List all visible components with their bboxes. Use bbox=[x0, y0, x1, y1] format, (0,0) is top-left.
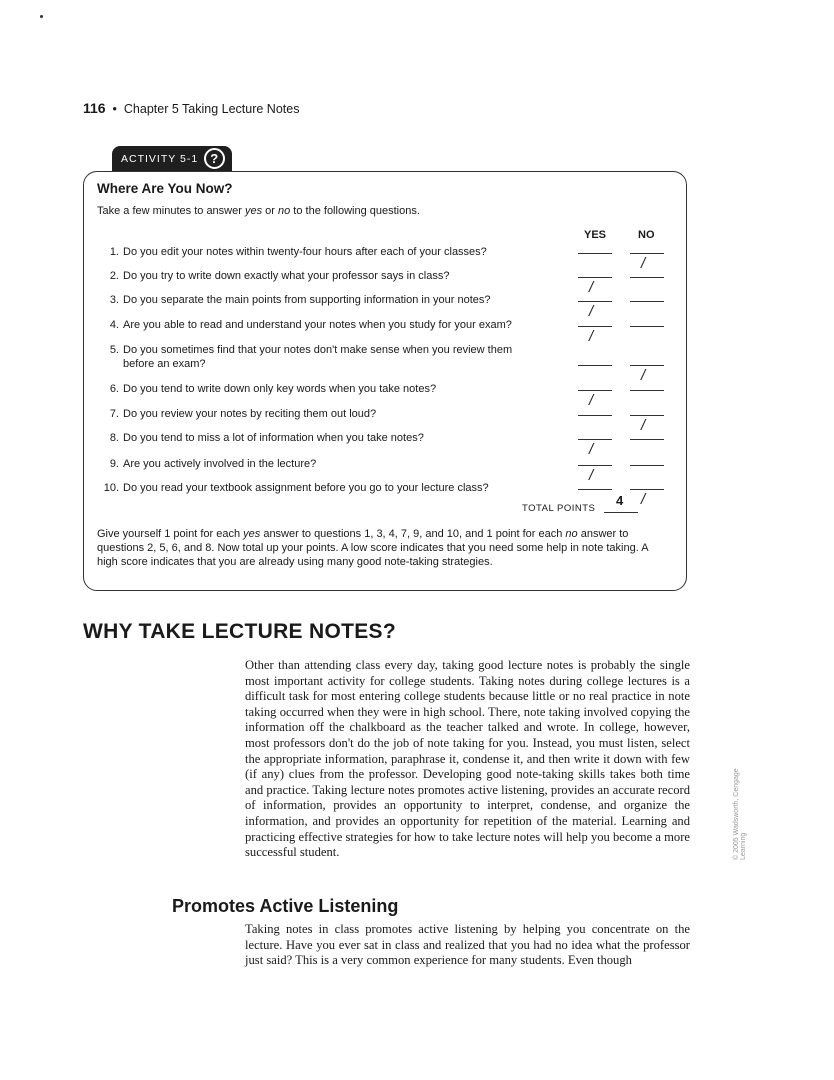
answer-blank-no[interactable] bbox=[630, 390, 664, 391]
answer-blank-yes[interactable] bbox=[578, 365, 612, 366]
answer-check-mark: / bbox=[589, 279, 594, 296]
question-circle-icon: ? bbox=[204, 148, 225, 169]
question-item bbox=[103, 293, 533, 307]
answer-blank-no[interactable] bbox=[630, 301, 664, 302]
scoring-instructions: Give yourself 1 point for each yes answer to questions 1, 3, 4, 7, 9, and 10, and 1 point for each no answer to questions 2, 5, 6, and 8. Now total up your points. A low score indicates that you need some help in note taking. A high score indicates that you are already using many good note-taking strategies. bbox=[97, 528, 648, 568]
answer-blank-yes[interactable] bbox=[578, 326, 612, 327]
question-number: 3. bbox=[109, 294, 119, 306]
running-header bbox=[83, 100, 299, 116]
question-number: 5. bbox=[109, 344, 119, 356]
answer-blank-yes[interactable] bbox=[578, 439, 612, 440]
answer-blank-no[interactable] bbox=[630, 365, 664, 366]
answer-blank-yes[interactable] bbox=[578, 301, 612, 302]
question-text: Do you tend to write down only key words when you take notes? bbox=[123, 383, 437, 395]
question-text: Do you sometimes find that your notes don't make sense when you review them bbox=[123, 344, 513, 356]
answer-check-mark: / bbox=[589, 467, 594, 484]
question-number: 8. bbox=[109, 432, 119, 444]
answer-blank-no[interactable] bbox=[630, 277, 664, 278]
answer-blank-yes[interactable] bbox=[578, 489, 612, 490]
answer-check-mark: / bbox=[589, 392, 594, 409]
total-points-label: TOTAL POINTS bbox=[522, 503, 596, 514]
yes-column-header: YES bbox=[584, 229, 607, 241]
question-item bbox=[103, 343, 533, 371]
answer-blank-yes[interactable] bbox=[578, 277, 612, 278]
answer-blank-yes[interactable] bbox=[578, 390, 612, 391]
question-item bbox=[103, 431, 533, 445]
question-text: Do you try to write down exactly what your professor says in class? bbox=[123, 270, 450, 282]
section-heading: WHY TAKE LECTURE NOTES? bbox=[83, 620, 396, 643]
question-item bbox=[103, 318, 533, 332]
question-item bbox=[103, 382, 533, 396]
answer-blank-yes[interactable] bbox=[578, 465, 612, 466]
header-bullet: • bbox=[112, 102, 117, 116]
no-column-header: NO bbox=[638, 229, 655, 241]
question-text-continued: before an exam? bbox=[123, 358, 206, 370]
question-text: Do you read your textbook assignment before you go to your lecture class? bbox=[123, 482, 489, 494]
question-item bbox=[103, 269, 533, 283]
answer-blank-no[interactable] bbox=[630, 326, 664, 327]
answer-check-mark: / bbox=[589, 303, 594, 320]
question-text: Do you edit your notes within twenty-four hours after each of your classes? bbox=[123, 246, 487, 258]
activity-instructions: Take a few minutes to answer yes or no to the following questions. bbox=[97, 205, 420, 217]
activity-label: ACTIVITY 5-1 bbox=[121, 152, 199, 165]
question-number: 7. bbox=[109, 408, 119, 420]
question-item bbox=[103, 457, 533, 471]
question-number: 4. bbox=[109, 319, 119, 331]
answer-blank-no[interactable] bbox=[630, 253, 664, 254]
answer-blank-no[interactable] bbox=[630, 465, 664, 466]
margin-credit: © 2005 Wadsworth, Cengage Learning bbox=[733, 768, 747, 860]
subsection-heading: Promotes Active Listening bbox=[172, 896, 399, 916]
question-text: Are you actively involved in the lecture? bbox=[123, 458, 317, 470]
page-number: 116 bbox=[83, 100, 106, 116]
question-item bbox=[103, 407, 533, 421]
section-body: Other than attending class every day, taking good lecture notes is probably the single most important activity for college students. Taking notes during college lectures is a difficult task for most entering college students because little or no real practice in note taking occurred when they were in high school. There, note taking involved copying the information off the chalkboard as the teacher talked and wrote. In college, however, most professors don't do the job of note taking for you. Instead, you must listen, select the appropriate information, paraphrase it, condense it, and then write it down with few (if any) clues from the professor. Developing good note-taking skills takes both time and practice. Taking lecture notes promotes active listening, provides an accurate record of information, provides an opportunity to interpret, condense, and organize the information, and provides an opportunity for repetition of the material. Learning and practicing effective strategies for how to take lecture notes will help you become a more successful student. bbox=[245, 658, 690, 860]
answer-check-mark: / bbox=[641, 367, 646, 384]
activity-title: Where Are You Now? bbox=[97, 181, 233, 196]
question-text: Do you tend to miss a lot of information when you take notes? bbox=[123, 432, 424, 444]
question-number: 10. bbox=[103, 482, 119, 494]
question-number: 6. bbox=[109, 383, 119, 395]
chapter-title: Chapter 5 Taking Lecture Notes bbox=[123, 102, 300, 116]
answer-blank-yes[interactable] bbox=[578, 415, 612, 416]
answer-check-mark: / bbox=[589, 441, 594, 458]
question-text: Are you able to read and understand your notes when you study for your exam? bbox=[123, 319, 512, 331]
answer-check-mark: / bbox=[589, 328, 594, 345]
answer-check-mark: / bbox=[641, 255, 646, 272]
total-points-value: 4 bbox=[616, 493, 624, 508]
question-text: Do you review your notes by reciting them out loud? bbox=[123, 408, 377, 420]
subsection-body: Taking notes in class promotes active listening by helping you concentrate on the lecture. Have you ever sat in class and realized that you had no idea what the professor just said? This is a very common experience for many students. Even though bbox=[245, 922, 690, 968]
question-text: Do you separate the main points from supporting information in your notes? bbox=[123, 294, 491, 306]
question-item bbox=[103, 245, 533, 259]
answer-blank-no[interactable] bbox=[630, 489, 664, 490]
question-item bbox=[103, 481, 533, 495]
answer-blank-no[interactable] bbox=[630, 415, 664, 416]
scan-speck bbox=[40, 15, 43, 18]
total-points-blank bbox=[604, 512, 638, 513]
answer-blank-yes[interactable] bbox=[578, 253, 612, 254]
question-number: 2. bbox=[109, 270, 119, 282]
answer-check-mark: / bbox=[641, 417, 646, 434]
answer-check-mark: / bbox=[641, 491, 646, 508]
activity-tab bbox=[112, 146, 232, 171]
question-number: 1. bbox=[109, 246, 119, 258]
question-number: 9. bbox=[109, 458, 119, 470]
answer-blank-no[interactable] bbox=[630, 439, 664, 440]
